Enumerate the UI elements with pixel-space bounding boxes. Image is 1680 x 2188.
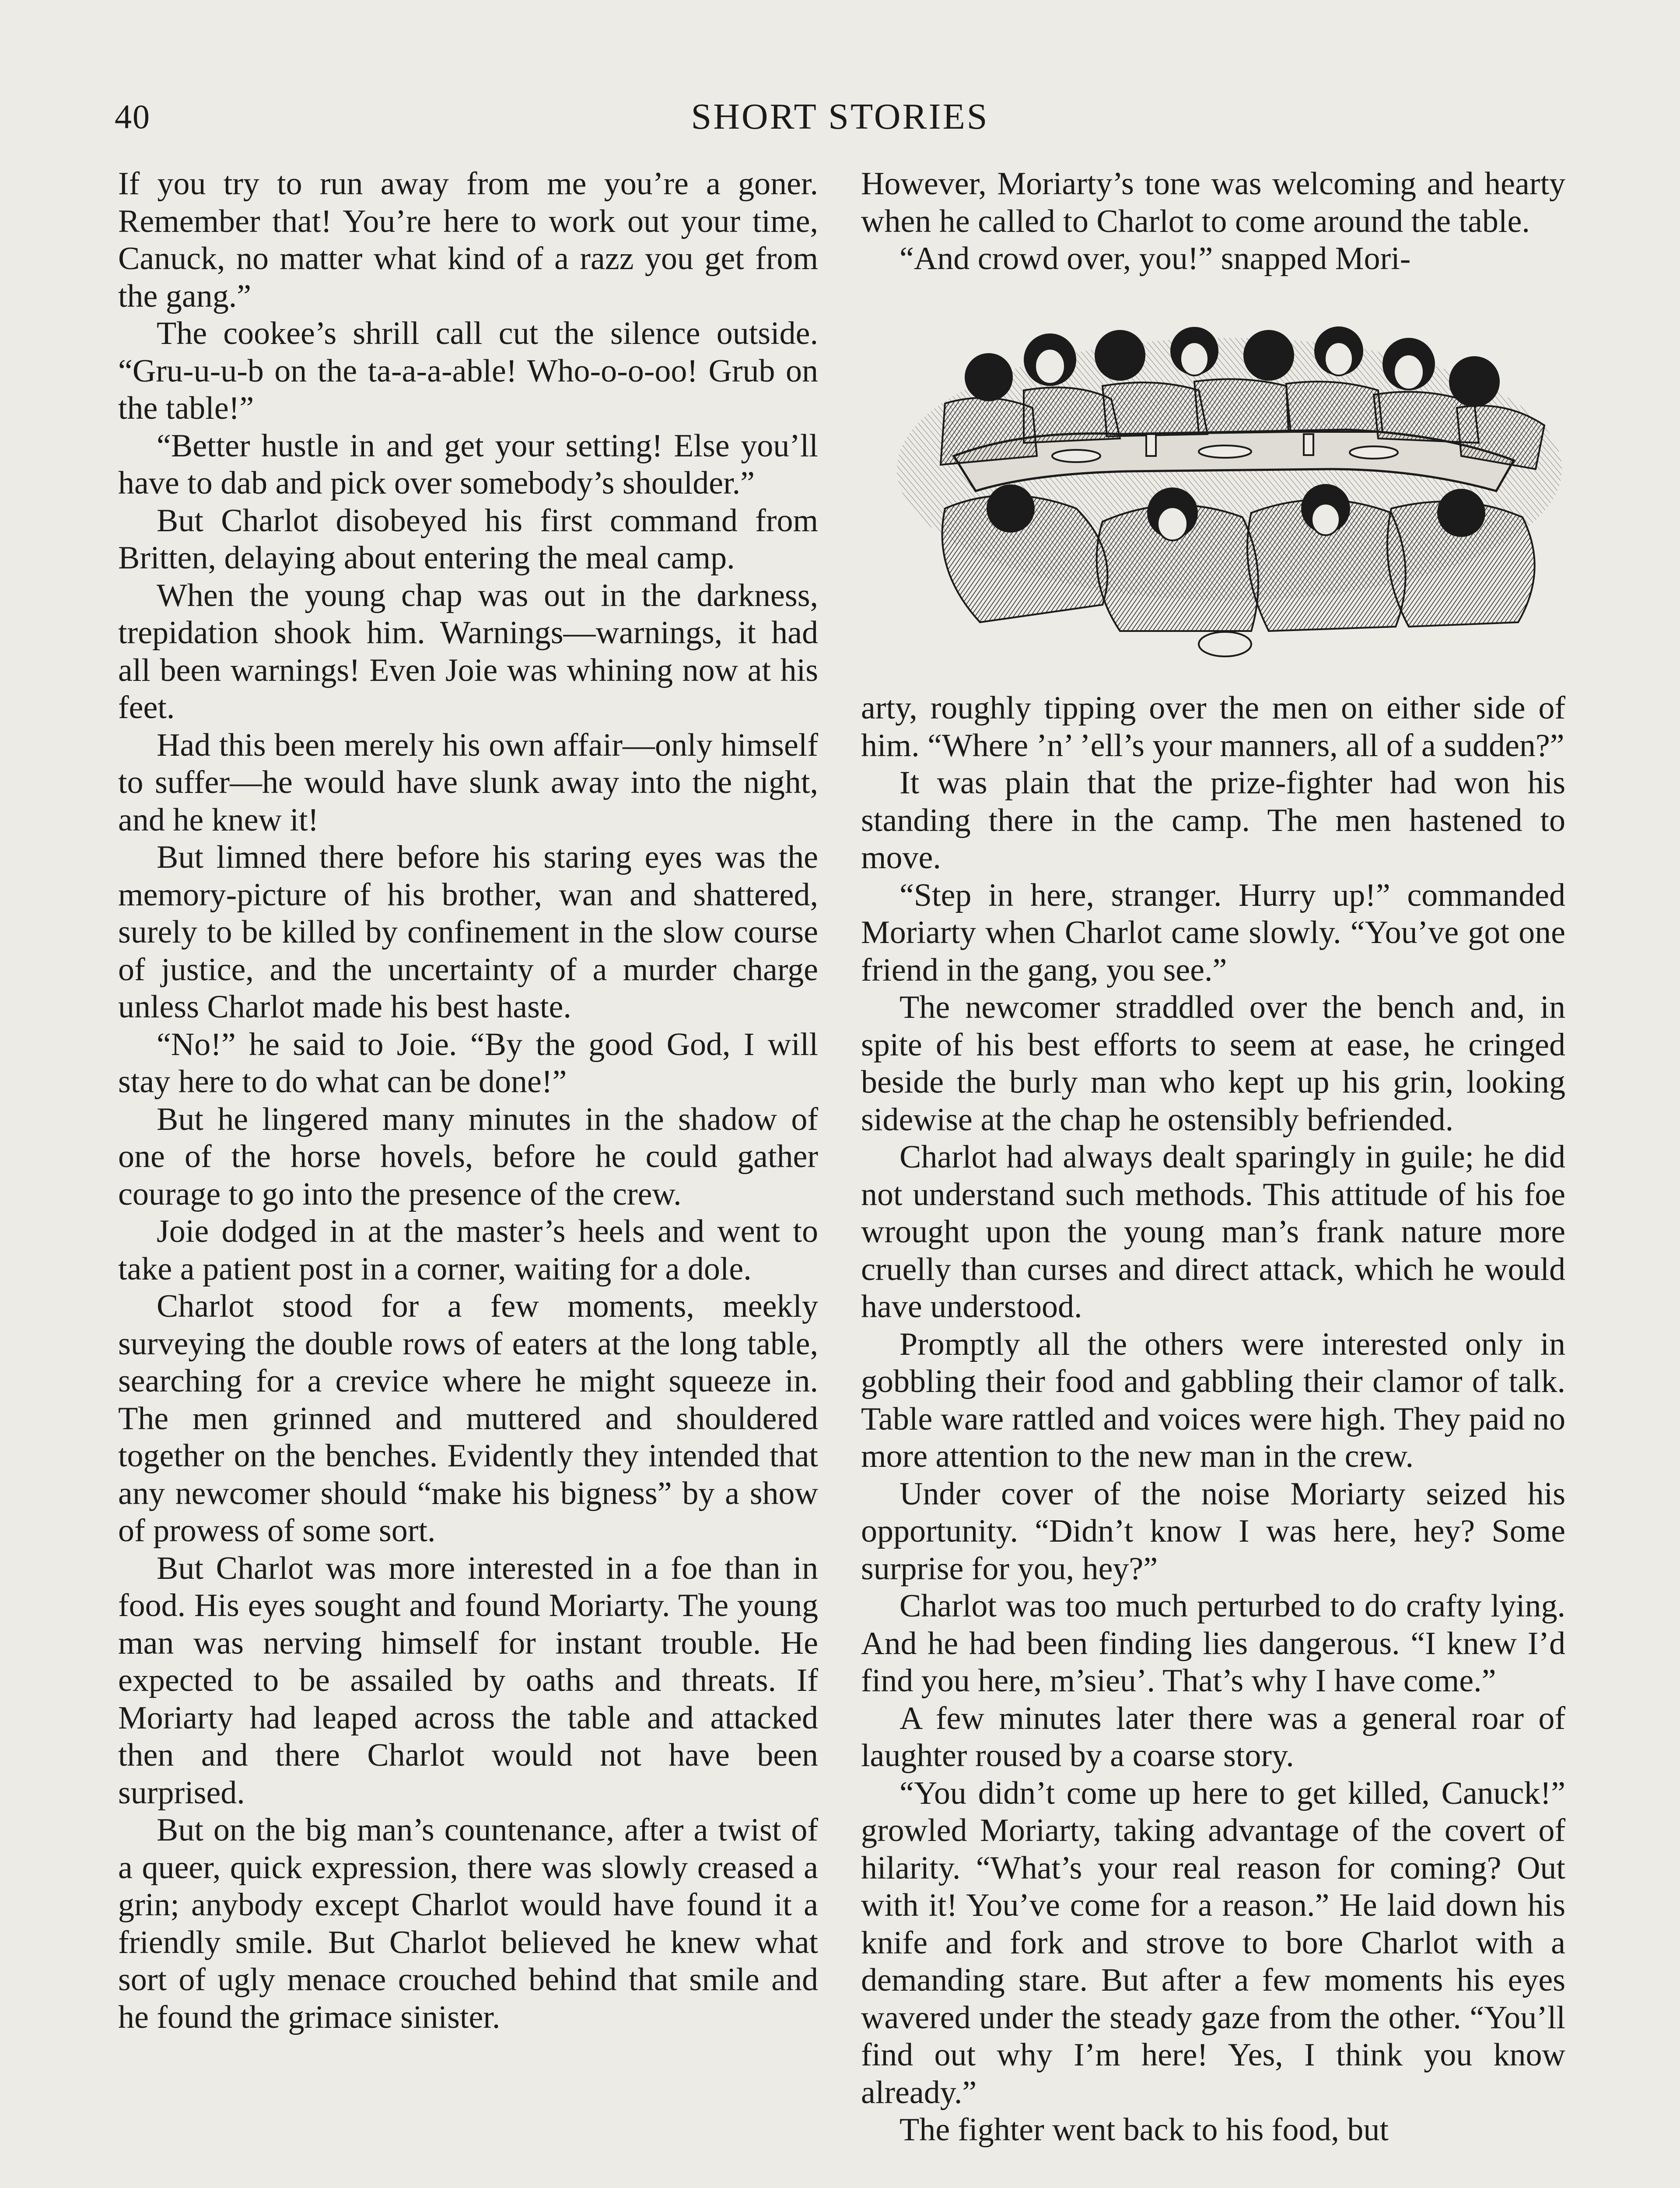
paragraph: If you try to run away from me you’re a goner. Remember that! You’re here to work out your time, Canuck, no matter what kind of a razz you get from the gang.”: [118, 166, 818, 314]
paragraph: However, Moriarty’s tone was welcoming and hearty when he called to Charlot to come around the table.: [861, 166, 1565, 239]
page-number: 40: [115, 98, 150, 136]
paragraph: But Charlot was more interested in a foe than in food. His eyes sought and found Moriarty. The young man was nerving himself for instant trouble. He expected to be assailed by oaths and threats. If Moriarty had leaped across the table and attacked then and there Charlot would not have been surprised.: [118, 1550, 818, 1811]
paragraph: But limned there before his staring eyes was the memory-picture of his brother, wan and shattered, surely to be killed by confinement in the slow course of justice, and the uncertainty of a murder charge unless Charlot made his best haste.: [118, 839, 818, 1025]
paragraph: The cookee’s shrill call cut the silence outside. “Gru-u-u-b on the ta-a-a-able! Who-o-o-oo! Grub on the table!”: [118, 316, 818, 426]
paragraph: Joie dodged in at the master’s heels and went to take a patient post in a corner, waiting for a dole.: [118, 1213, 818, 1287]
paragraph: It was plain that the prize-fighter had won his standing there in the camp. The men hastened to move.: [861, 765, 1565, 876]
paragraph: When the young chap was out in the darkness, trepidation shook him. Warnings—warnings, it had all been warnings! Even Joie was whining now at his feet.: [118, 577, 818, 726]
paragraph: “And crowd over, you!” snapped Mori-: [900, 241, 1411, 277]
paragraph: A few minutes later there was a general roar of laughter roused by a coarse story.: [861, 1700, 1565, 1774]
paragraph: Had this been merely his own affair—only himself to suffer—he would have slunk away into the night, and he knew it!: [118, 727, 818, 838]
paragraph: But he lingered many minutes in the shadow of one of the horse hovels, before he could gather courage to go into the presence of the crew.: [118, 1101, 818, 1212]
right-column-top: [861, 165, 1565, 278]
paragraph: The fighter went back to his food, but: [900, 2112, 1389, 2148]
paragraph: Under cover of the noise Moriarty seized his opportunity. “Didn’t know I was here, hey? Some surprise for you, hey?”: [861, 1476, 1565, 1587]
paragraph: But Charlot disobeyed his first command from Britten, delaying about entering the meal camp.: [118, 502, 818, 576]
paragraph: Charlot was too much perturbed to do crafty lying. And he had been finding lies dangerous. “I knew I’d find you here, m’sieu’. That’s why I have come.”: [861, 1588, 1565, 1699]
paragraph: “You didn’t come up here to get killed, Canuck!” growled Moriarty, taking advantage of the covert of hilarity. “What’s your real reason for coming? Out with it! You’ve come for a reason.” He laid down his knife and fork and strove to bore Charlot with a demanding stare. But after a few moments his eyes wavered under the steady gaze from the other. “You’ll find out why I’m here! Yes, I think you know already.”: [861, 1775, 1565, 2111]
left-column: [118, 165, 818, 2036]
paragraph: The newcomer straddled over the bench and, in spite of his best efforts to seem at ease, he cringed beside the burly man who kept up his grin, looking sidewise at the chap he ostensibly befriended.: [861, 989, 1565, 1138]
paragraph: “No!” he said to Joie. “By the good God, I will stay here to do what can be done!”: [118, 1026, 818, 1100]
running-head: SHORT STORIES: [691, 96, 989, 137]
dining-crowd-illustration: [892, 325, 1566, 675]
paragraph: Charlot stood for a few moments, meekly surveying the double rows of eaters at the long table, searching for a crevice where he might squeeze in. The men grinned and muttered and shouldered together on the benches. Evidently they intended that any newcomer should “make his bigness” by a show of prowess of some sort.: [118, 1288, 818, 1549]
paragraph: Charlot had always dealt sparingly in guile; he did not understand such methods. This attitude of his foe wrought upon the young man’s frank nature more cruelly than curses and direct attack, which he would have understood.: [861, 1139, 1565, 1325]
right-column-bottom: [861, 690, 1565, 2149]
paragraph: “Step in here, stranger. Hurry up!” commanded Moriarty when Charlot came slowly. “You’ve got one friend in the gang, you see.”: [861, 877, 1565, 988]
paragraph: “Better hustle in and get your setting! Else you’ll have to dab and pick over somebody’s shoulder.”: [118, 428, 818, 501]
paragraph: Promptly all the others were interested only in gobbling their food and gabbling their clamor of talk. Table ware rattled and voices were high. They paid no more attention to the new man in the crew.: [861, 1326, 1565, 1474]
paragraph: arty, roughly tipping over the men on either side of him. “Where ’n’ ’ell’s your manners, all of a sudden?”: [861, 690, 1565, 764]
paragraph: But on the big man’s countenance, after a twist of a queer, quick expression, there was slowly creased a grin; anybody except Charlot would have found it a friendly smile. But Charlot believed he knew what sort of ugly menace crouched behind that smile and he found the grimace sinister.: [118, 1812, 818, 2035]
